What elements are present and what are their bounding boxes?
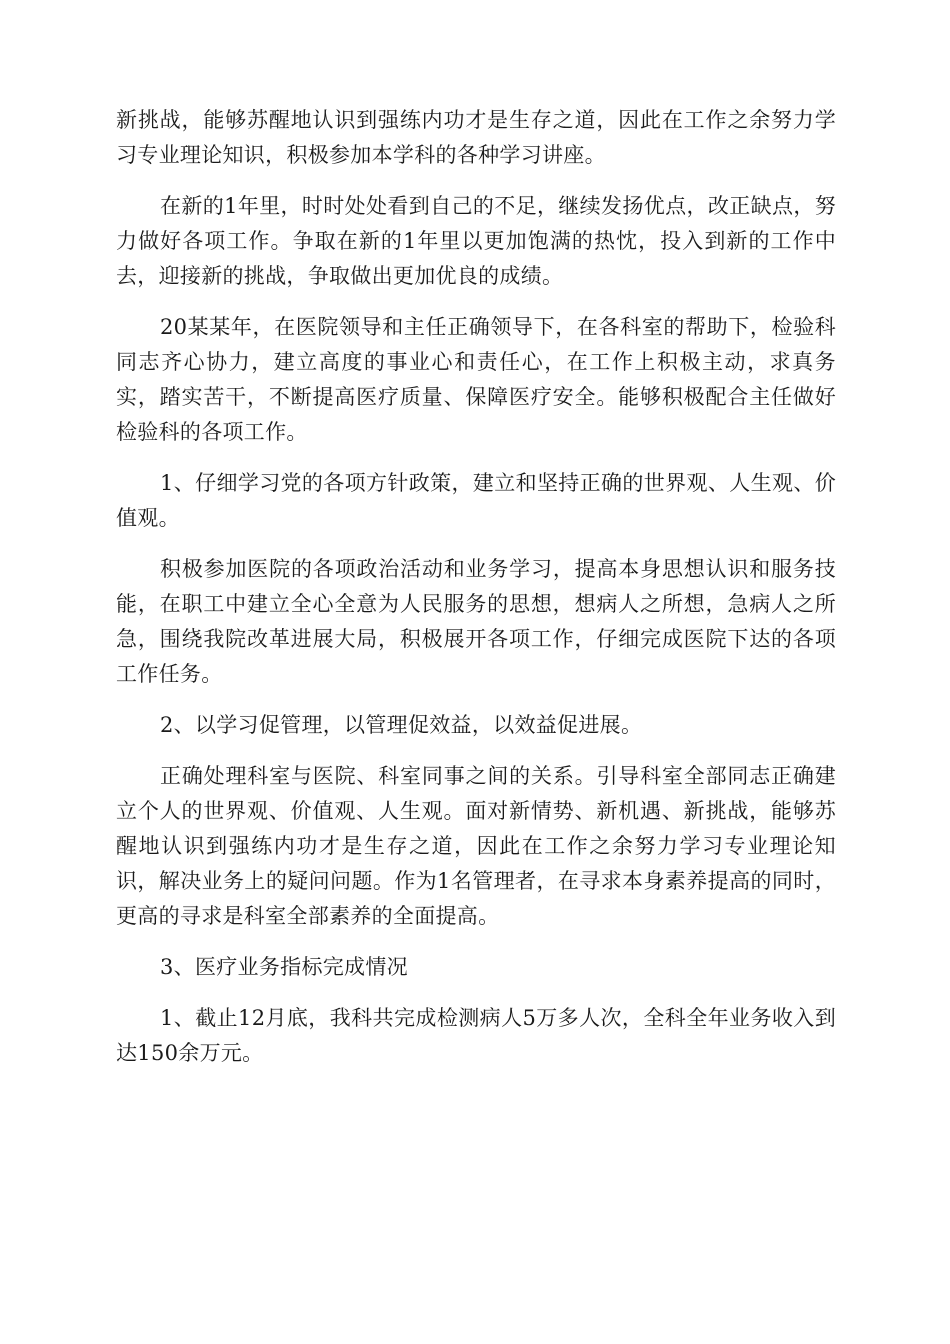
paragraph-2: 在新的1年里，时时处处看到自己的不足，继续发扬优点，改正缺点，努力做好各项工作。争取在新的1年里以更加饱满的热忱，投入到新的工作中去，迎接新的挑战，争取做出更加优良的成绩。	[116, 194, 836, 288]
paragraph-4: 1、仔细学习党的各项方针政策，建立和坚持正确的世界观、人生观、价值观。	[116, 471, 836, 530]
paragraph-8: 3、医疗业务指标完成情况	[160, 955, 408, 979]
document-page	[116, 103, 836, 1087]
paragraph-5: 积极参加医院的各项政治活动和业务学习，提高本身思想认识和服务技能，在职工中建立全心全意为人民服务的思想，想病人之所想，急病人之所急，围绕我院改革进展大局，积极展开各项工作，仔细完成医院下达的各项工作任务。	[116, 557, 836, 686]
paragraph-3: 20某某年，在医院领导和主任正确领导下，在各科室的帮助下，检验科同志齐心协力，建立高度的事业心和责任心，在工作上积极主动，求真务实，踏实苦干，不断提高医疗质量、保障医疗安全。能够积极配合主任做好检验科的各项工作。	[116, 315, 836, 444]
paragraph-9: 1、截止12月底，我科共完成检测病人5万多人次，全科全年业务收入到达150余万元。	[116, 1006, 836, 1065]
paragraph-7: 正确处理科室与医院、科室同事之间的关系。引导科室全部同志正确建立个人的世界观、价值观、人生观。面对新情势、新机遇、新挑战，能够苏醒地认识到强练内功才是生存之道，因此在工作之余努力学习专业理论知识，解决业务上的疑问问题。作为1名管理者，在寻求本身素养提高的同时，更高的寻求是科室全部素养的全面提高。	[116, 764, 836, 928]
paragraph-6: 2、以学习促管理，以管理促效益，以效益促进展。	[160, 713, 643, 737]
paragraph-1: 新挑战，能够苏醒地认识到强练内功才是生存之道，因此在工作之余努力学习专业理论知识，积极参加本学科的各种学习讲座。	[116, 108, 836, 167]
